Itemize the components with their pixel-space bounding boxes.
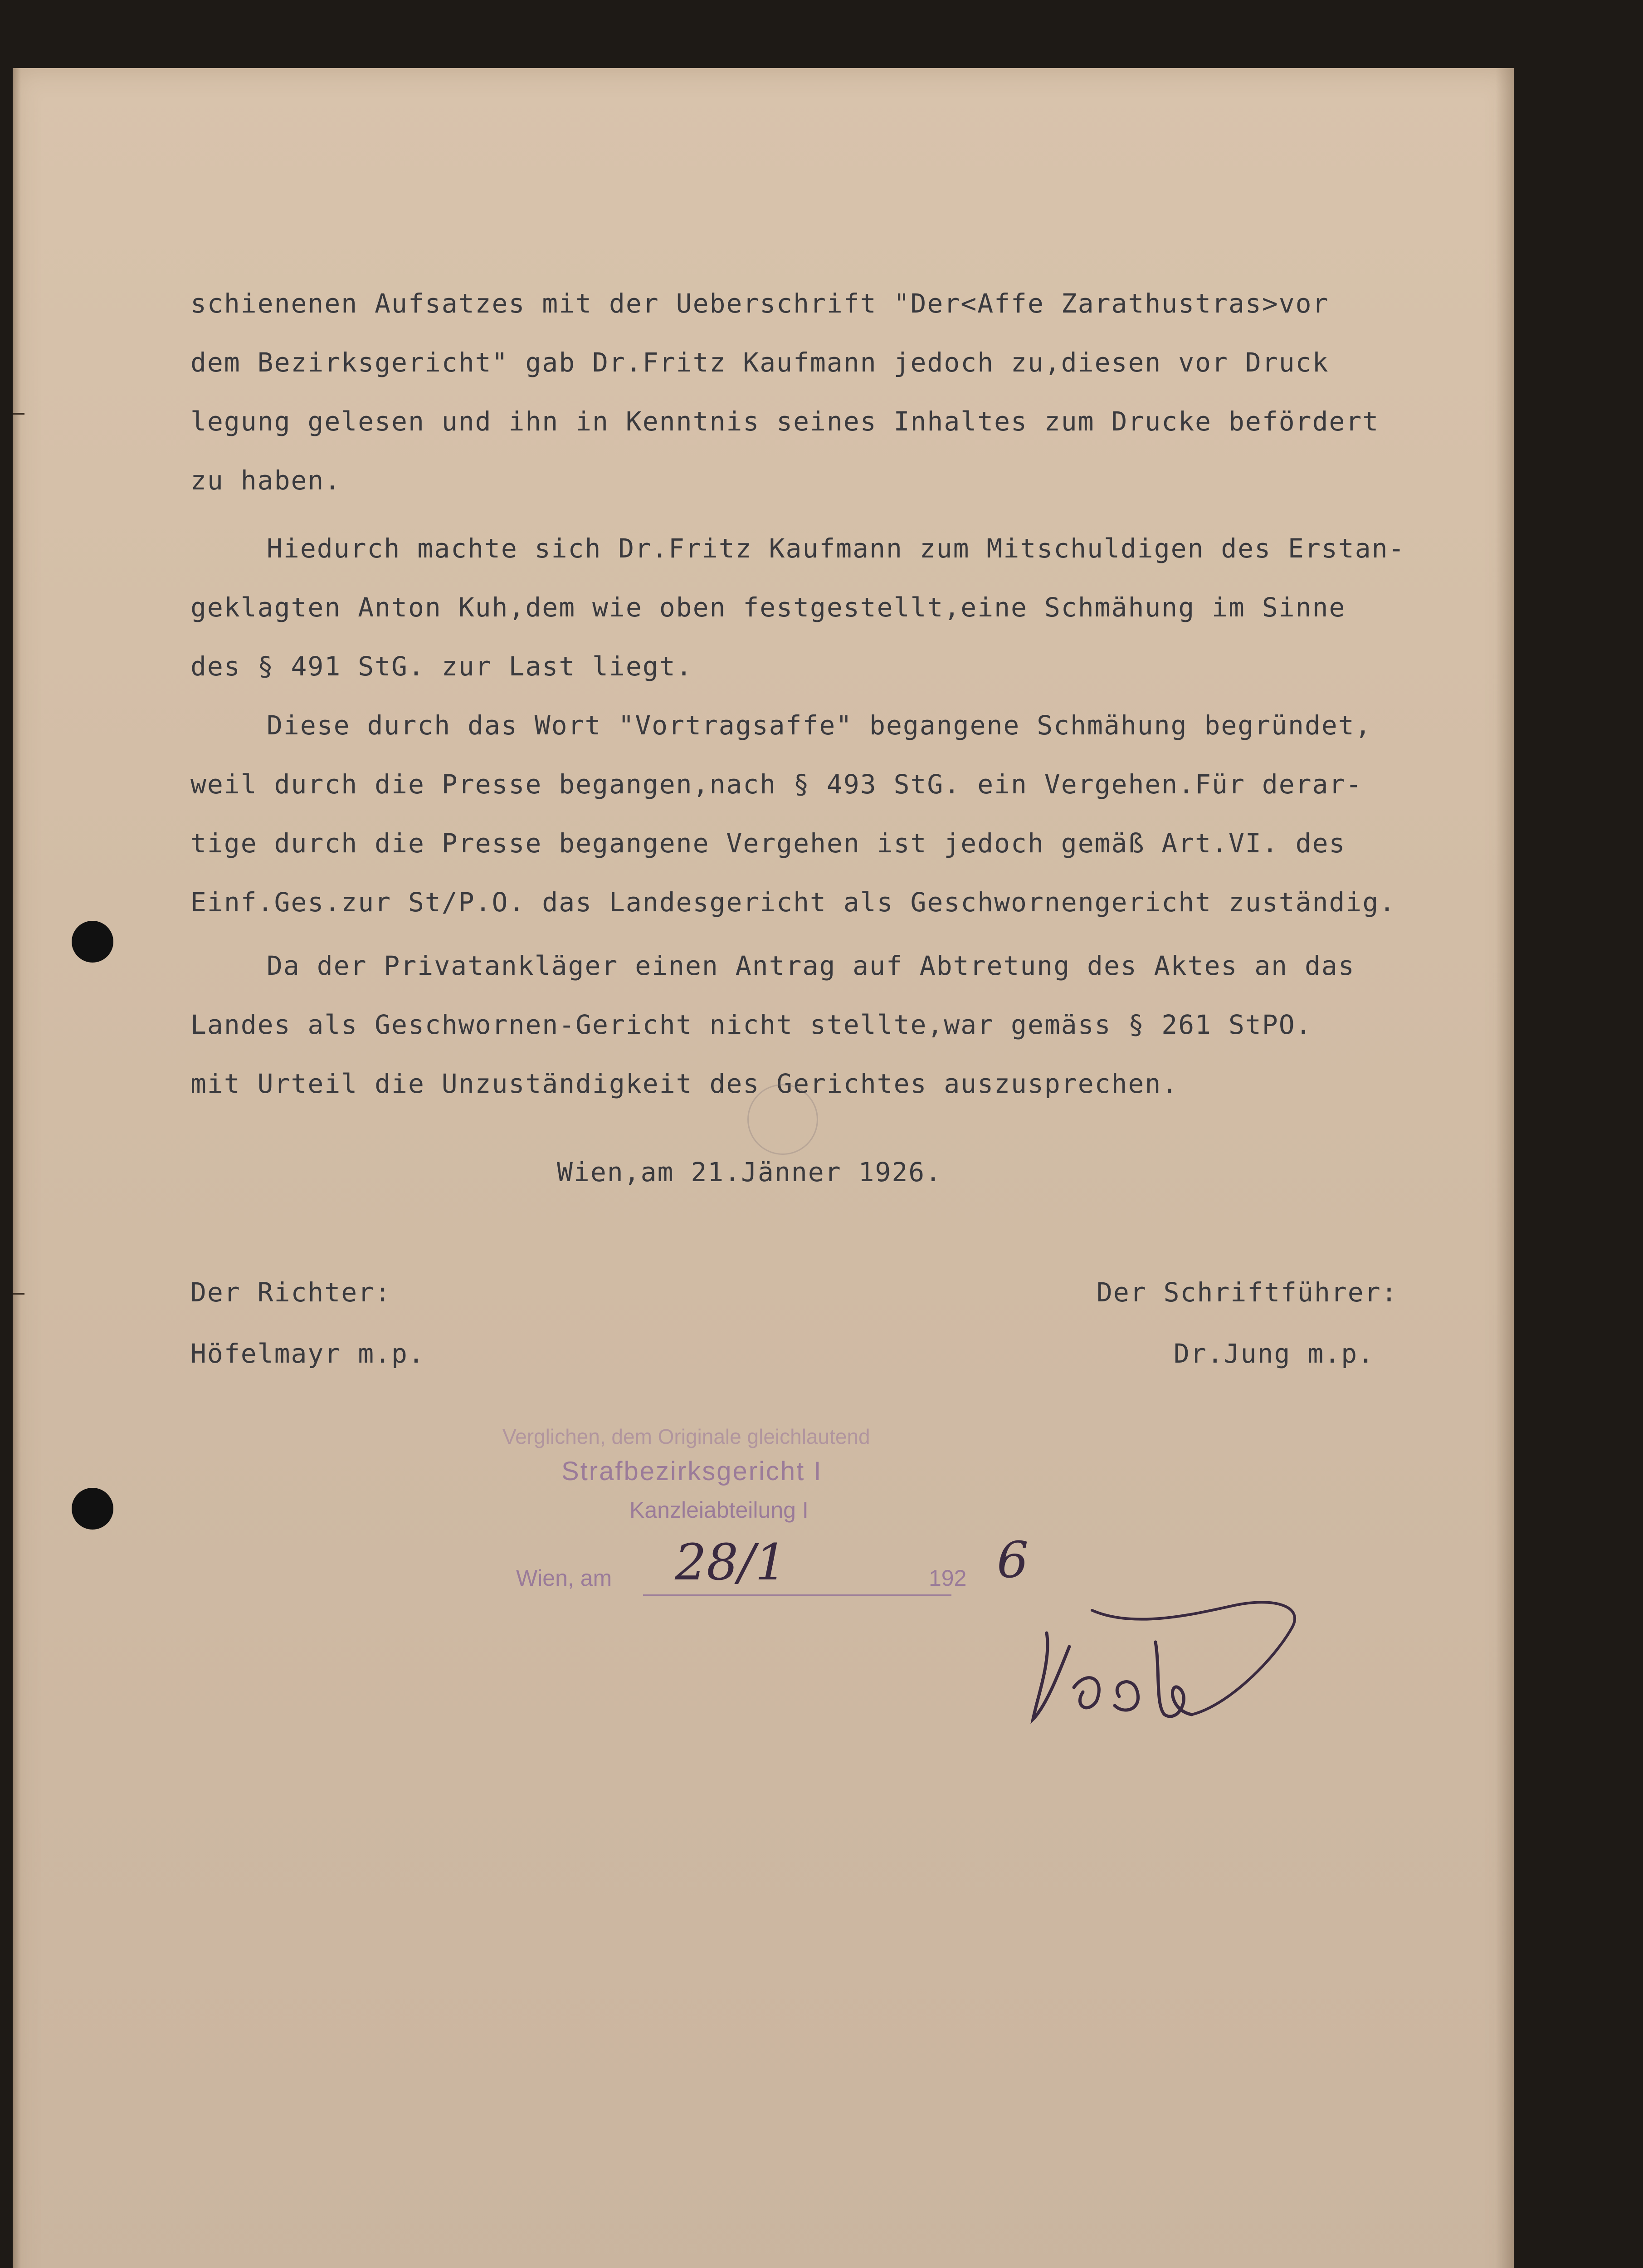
body-line: schienenen Aufsatzes mit der Ueberschrift "Der<Affe Zarathustras>vor	[190, 288, 1329, 319]
document-page	[13, 68, 1514, 2268]
stamp-date-underline	[643, 1594, 951, 1596]
body-line: Landes als Geschwornen-Gericht nicht stellte,war gemäss § 261 StPO.	[190, 1009, 1312, 1040]
stamp-court-name: Strafbezirksgericht I	[561, 1457, 823, 1486]
stamp-year-prefix: 192	[929, 1565, 967, 1591]
faint-seal-mark	[747, 1084, 818, 1155]
body-line: tige durch die Presse begangene Vergehen ist jedoch gemäß Art.VI. des	[190, 828, 1346, 859]
page-edge-left	[13, 68, 21, 2268]
body-line: geklagten Anton Kuh,dem wie oben festgestellt,eine Schmähung im Sinne	[190, 592, 1346, 623]
punch-hole	[72, 1488, 113, 1530]
body-line: Diese durch das Wort "Vortragsaffe" begangene Schmähung begründet,	[267, 710, 1372, 741]
judge-name: Höfelmayr m.p.	[190, 1338, 425, 1369]
body-line: dem Bezirksgericht" gab Dr.Fritz Kaufmann jedoch zu,diesen vor Druck	[190, 347, 1329, 378]
body-line: legung gelesen und ihn in Kenntnis seines Inhaltes zum Drucke befördert	[190, 406, 1380, 437]
margin-mark	[13, 1293, 24, 1295]
judge-title: Der Richter:	[190, 1277, 392, 1308]
body-line: Da der Privatankläger einen Antrag auf Abtretung des Aktes an das	[267, 950, 1355, 981]
handwritten-date: 28/1	[675, 1533, 787, 1591]
page-edge-right	[1496, 68, 1514, 2268]
punch-hole	[72, 921, 113, 963]
body-line: zu haben.	[190, 465, 341, 496]
stamp-verification-line: Verglichen, dem Originale gleichlautend	[502, 1425, 870, 1448]
handwritten-year: 6	[997, 1531, 1029, 1589]
clerk-name: Dr.Jung m.p.	[1174, 1338, 1375, 1369]
stamp-date-prefix: Wien, am	[516, 1565, 612, 1591]
body-line: Einf.Ges.zur St/P.O. das Landesgericht als Geschwornengericht zuständig.	[190, 887, 1396, 918]
margin-mark	[13, 413, 24, 415]
body-line: weil durch die Presse begangen,nach § 493 StG. ein Vergehen.Für derar-	[190, 769, 1363, 800]
clerk-title: Der Schriftführer:	[1097, 1277, 1398, 1308]
body-line: Hiedurch machte sich Dr.Fritz Kaufmann zum Mitschuldigen des Erstan-	[267, 533, 1405, 564]
body-line: mit Urteil die Unzuständigkeit des Gerichtes auszusprechen.	[190, 1068, 1179, 1099]
body-line: des § 491 StG. zur Last liegt.	[190, 651, 693, 682]
signature	[1019, 1579, 1337, 1769]
stamp-department: Kanzleiabteilung I	[629, 1497, 809, 1523]
date-line: Wien,am 21.Jänner 1926.	[557, 1157, 942, 1188]
